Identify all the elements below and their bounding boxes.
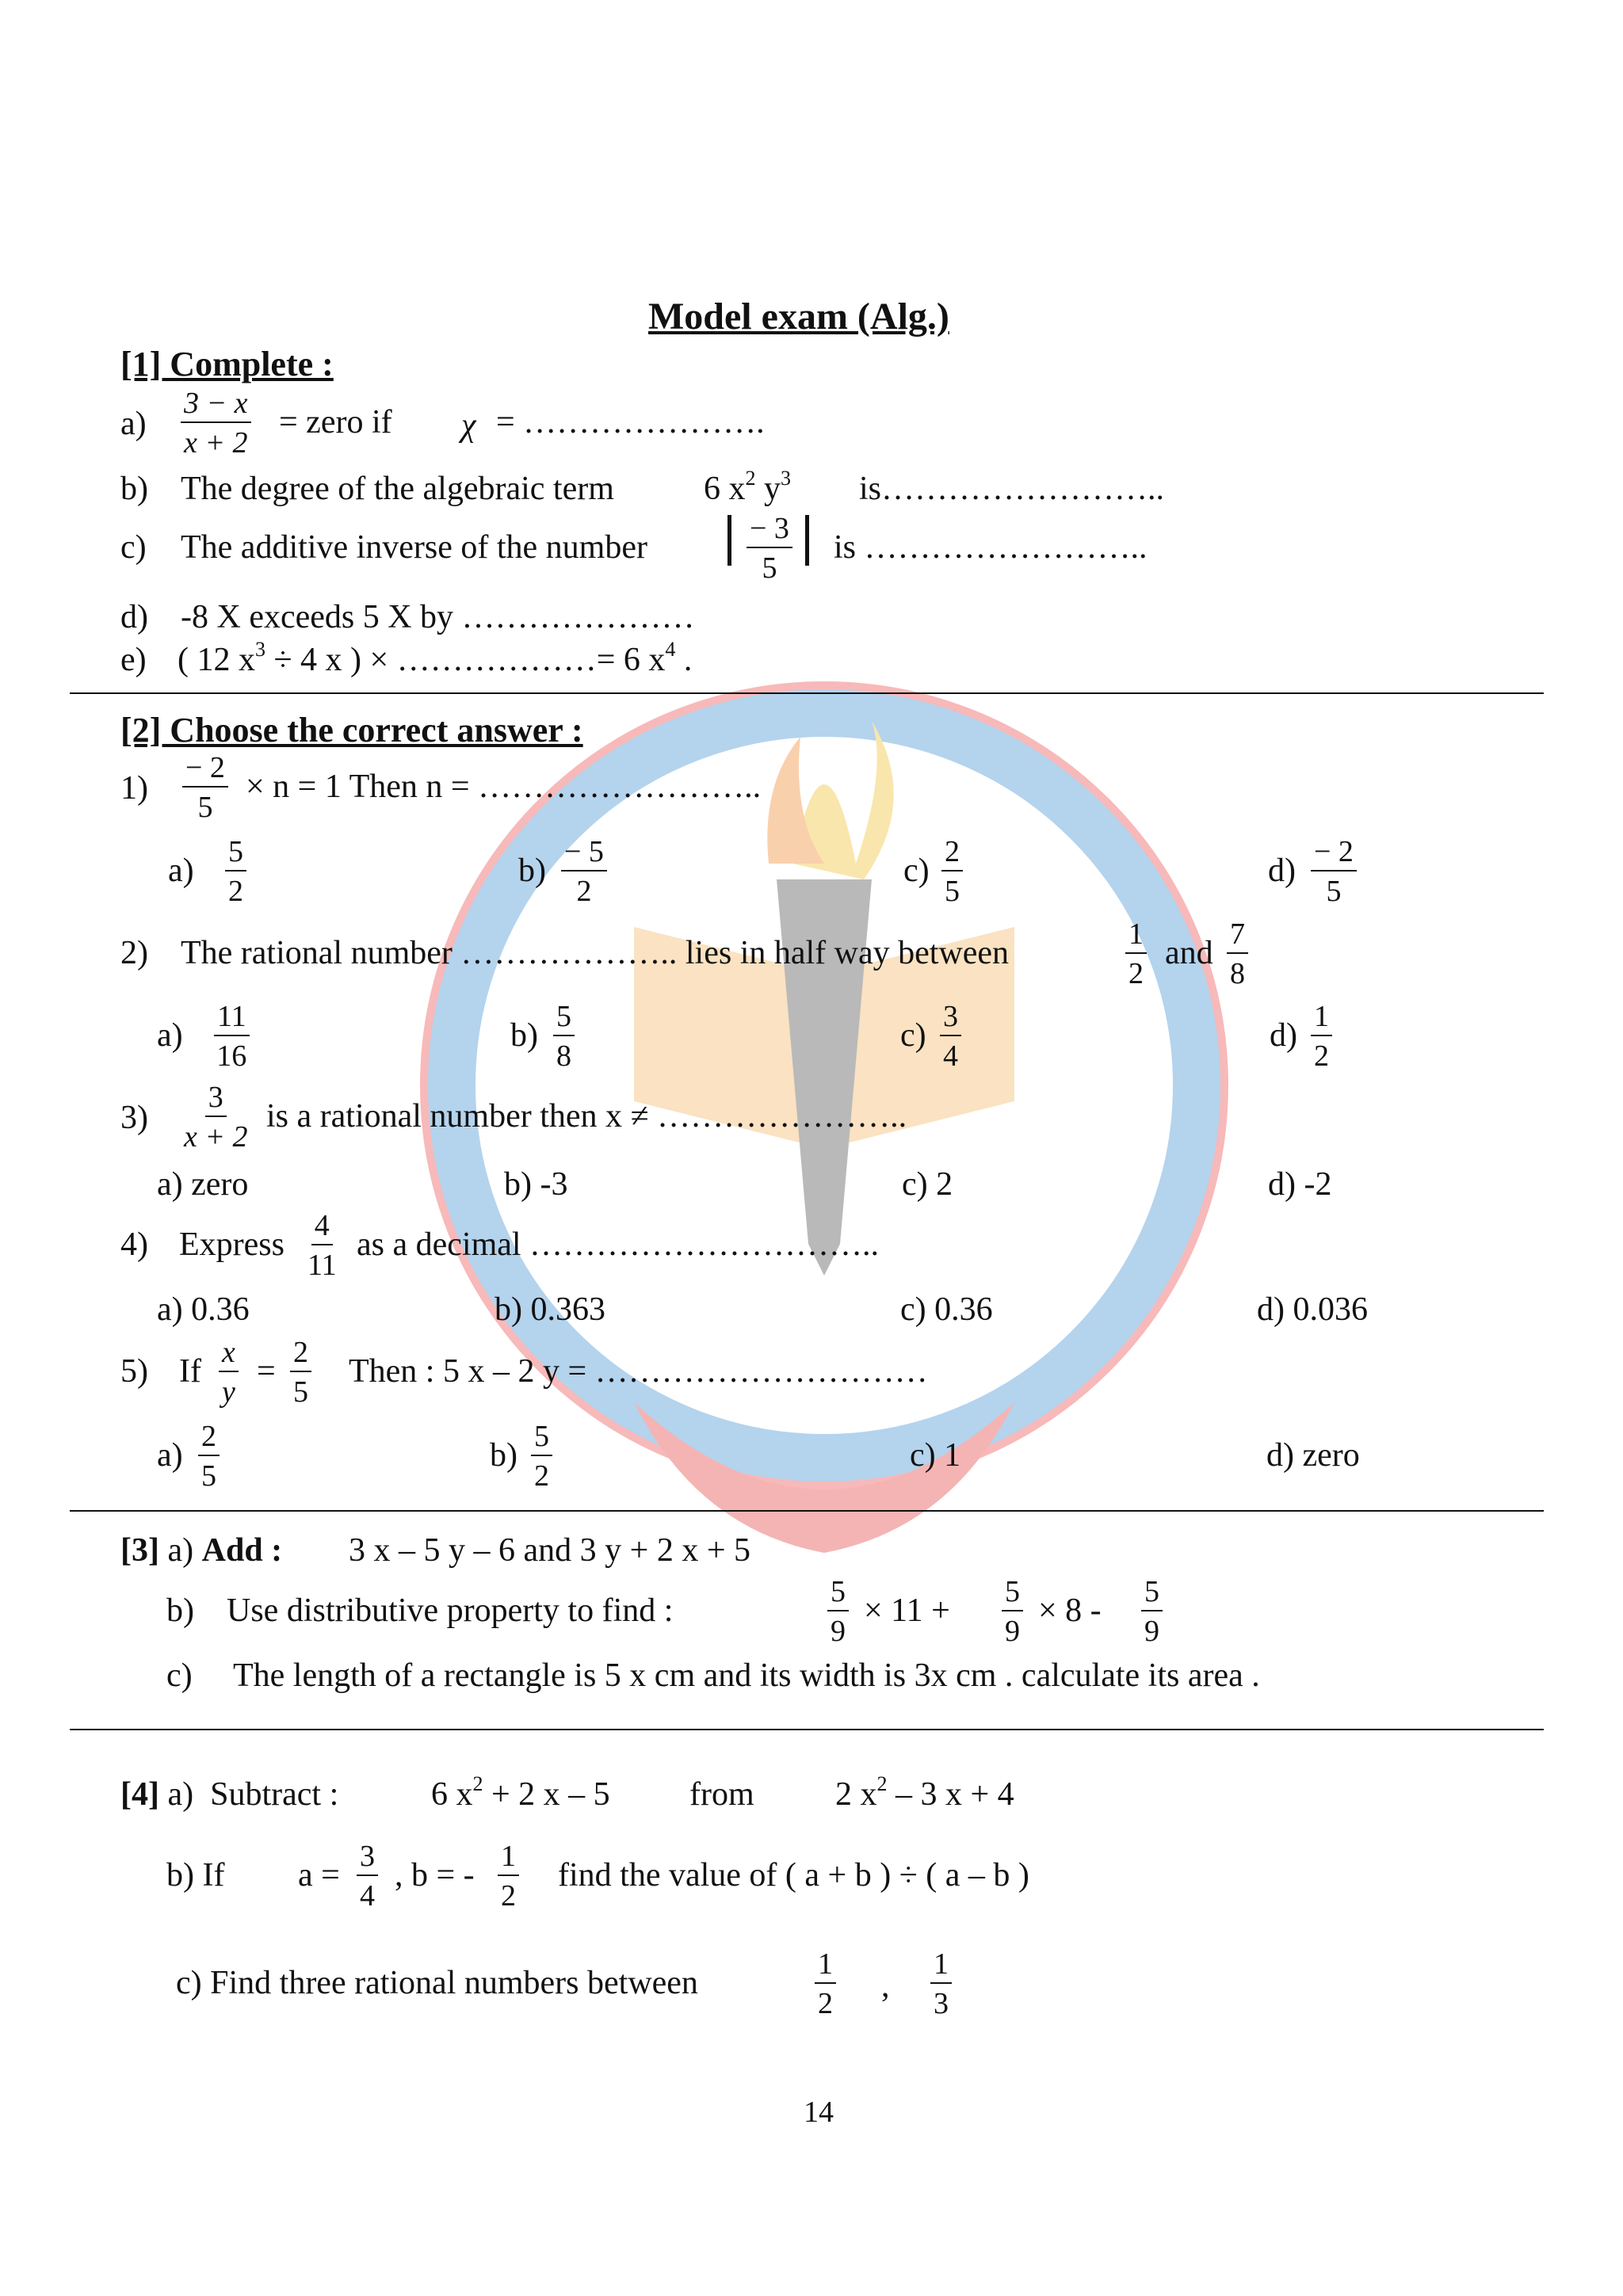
q2-option-c: $\frac{3}{4}$	[940, 1001, 961, 1071]
s1-c-label: c)	[120, 529, 147, 566]
q2-option-d: $\frac{1}{2}$	[1311, 1001, 1332, 1071]
section-2-heading: [2] Choose the correct answer :	[120, 711, 583, 749]
q1-option-d-label: d)	[1268, 852, 1296, 889]
s1-c-blank: is ……………………..	[834, 529, 1148, 566]
q4-option-c: c) 0.36	[900, 1291, 993, 1328]
q2-fraction-2: $\frac{7}{8}$	[1227, 919, 1248, 989]
s1-c-text: The additive inverse of the number	[181, 529, 647, 566]
q3-label: 3)	[120, 1100, 148, 1136]
q2-and: and	[1165, 935, 1213, 971]
s3-b-op1: × 11 +	[864, 1592, 950, 1629]
s4-b-a-eq: a =	[298, 1857, 340, 1894]
q1-label: 1)	[120, 770, 148, 807]
q5-option-d: d) zero	[1266, 1437, 1360, 1474]
q4-option-b: b) 0.363	[495, 1291, 605, 1328]
s4-b-fraction-b: $\frac{1}{2}$	[498, 1841, 519, 1911]
s3-c-label: c)	[166, 1657, 193, 1694]
page-number: 14	[804, 2096, 834, 2129]
page-title: Model exam (Alg.)	[648, 296, 949, 338]
section-1-heading: [1] Complete :	[120, 345, 334, 383]
s4-a-line: [4] a) Subtract :	[120, 1776, 339, 1813]
q2-option-a-label: a)	[157, 1017, 183, 1054]
q3-option-b: b) -3	[504, 1166, 568, 1203]
q4-option-a: a) 0.36	[157, 1291, 250, 1328]
s1-b-blank: is……………………..	[859, 471, 1165, 507]
q5-fraction-1: $\frac{x}{y}$	[219, 1337, 239, 1407]
q5-fraction-2: $\frac{2}{5}$	[290, 1337, 311, 1407]
s1-a-fraction: $\frac{3 - x}{x + 2}$	[181, 388, 251, 458]
s1-a-label: a)	[120, 406, 147, 442]
q1-option-c: $\frac{2}{5}$	[941, 837, 963, 906]
q3-option-a: a) zero	[157, 1166, 249, 1203]
q1-option-d: $\frac{- 2}{5}$	[1311, 837, 1357, 906]
s1-a-variable: χ	[461, 407, 476, 444]
s1-a-blank: = ………………….	[496, 404, 765, 441]
q2-option-a: $\frac{11}{16}$	[214, 1001, 250, 1071]
s4-b-label: b) If	[166, 1857, 225, 1894]
q2-option-b-label: b)	[510, 1017, 538, 1054]
s4-c-comma: ,	[881, 1968, 890, 2004]
q2-option-b: $\frac{5}{8}$	[553, 1001, 575, 1071]
s4-c-fraction-2: $\frac{1}{3}$	[930, 1949, 952, 2019]
s3-b-fraction-3: $\frac{5}{9}$	[1141, 1577, 1163, 1646]
s1-e-text: ( 12 $x^3 \div 4$ x ) × ………………= 6 $x^4$ .	[178, 638, 693, 678]
s1-a-text: = zero if	[279, 404, 392, 441]
s3-b-fraction-1: $\frac{5}{9}$	[827, 1577, 849, 1646]
q5-prefix: If	[179, 1353, 201, 1390]
s1-e-label: e)	[120, 642, 147, 678]
s4-a-from: from	[689, 1776, 754, 1813]
s4-a-expr-1: 6 $x^2 + 2$ x – 5	[431, 1772, 610, 1813]
q4-label: 4)	[120, 1226, 148, 1263]
q2-option-d-label: d)	[1270, 1017, 1297, 1054]
abs-bar-right	[805, 515, 809, 566]
s4-b-text: find the value of ( a + b ) ÷ ( a – b )	[558, 1857, 1029, 1894]
q5-option-a: $\frac{2}{5}$	[198, 1421, 220, 1491]
q2-fraction-1: $\frac{1}{2}$	[1125, 919, 1147, 989]
s3-b-fraction-2: $\frac{5}{9}$	[1002, 1577, 1023, 1646]
s4-c-fraction-1: $\frac{1}{2}$	[815, 1949, 836, 2019]
s4-c-text: c) Find three rational numbers between	[176, 1965, 698, 2001]
q4-fraction: $\frac{4}{11}$	[307, 1209, 337, 1282]
q5-label: 5)	[120, 1353, 148, 1390]
s3-b-op2: × 8 -	[1038, 1592, 1102, 1629]
s1-c-fraction: $\frac{- 3}{5}$	[747, 513, 792, 583]
divider-1	[70, 692, 1544, 694]
q1-text: × n = 1 Then n = ……………………..	[246, 769, 762, 805]
q5-option-b: $\frac{5}{2}$	[531, 1421, 552, 1491]
q1-option-c-label: c)	[903, 852, 930, 889]
s4-b-fraction-a: $\frac{3}{4}$	[357, 1841, 378, 1911]
q1-option-b-label: b)	[518, 852, 546, 889]
s3-a-line: [3] a) Add :	[120, 1532, 283, 1569]
q5-option-c: c) 1	[910, 1437, 961, 1474]
q1-option-b: $\frac{- 5}{2}$	[561, 837, 607, 906]
s3-b-label: b)	[166, 1592, 194, 1629]
s4-b-b-eq: , b = -	[395, 1857, 475, 1894]
q2-label: 2)	[120, 935, 148, 971]
q3-option-c: c) 2	[902, 1166, 953, 1203]
q4-prefix: Express	[179, 1226, 285, 1263]
q3-option-d: d) -2	[1268, 1166, 1332, 1203]
divider-2	[70, 1510, 1544, 1512]
s3-c-text: The length of a rectangle is 5 x cm and its width is 3x cm . calculate its area .	[233, 1657, 1260, 1694]
s1-b-label: b)	[120, 471, 148, 507]
s1-d-text: -8 X exceeds 5 X by …………………	[181, 599, 695, 635]
q5-option-a-label: a)	[157, 1437, 183, 1474]
q4-text: as a decimal …………………………..	[357, 1226, 880, 1263]
divider-3	[70, 1729, 1544, 1730]
s1-b-term: 6 $x^2$ $y^3$	[704, 467, 791, 507]
q2-option-c-label: c)	[900, 1017, 926, 1054]
q3-fraction: $\frac{3}{x + 2}$	[184, 1081, 248, 1154]
s1-d-label: d)	[120, 599, 148, 635]
q1-fraction: $\frac{- 2}{5}$	[182, 753, 228, 822]
q5-text: Then : 5 x – 2 y = …………………………	[349, 1353, 928, 1390]
q1-option-a-label: a)	[168, 852, 194, 889]
q5-equals: =	[257, 1353, 276, 1390]
q5-option-b-label: b)	[490, 1437, 517, 1474]
q3-text: is a rational number then x ≠ …………………..	[266, 1098, 907, 1135]
s4-a-expr-2: 2 $x^2 - 3$ x + 4	[835, 1772, 1014, 1813]
abs-bar-left	[727, 515, 731, 566]
q1-option-a: $\frac{5}{2}$	[225, 837, 246, 906]
q2-text: The rational number ……………….. lies in half way between	[181, 935, 1010, 971]
s3-b-text: Use distributive property to find :	[227, 1592, 674, 1629]
q4-option-d: d) 0.036	[1257, 1291, 1368, 1328]
s3-a-expression: 3 x – 5 y – 6 and 3 y + 2 x + 5	[349, 1532, 751, 1569]
s1-b-text: The degree of the algebraic term	[181, 471, 614, 507]
